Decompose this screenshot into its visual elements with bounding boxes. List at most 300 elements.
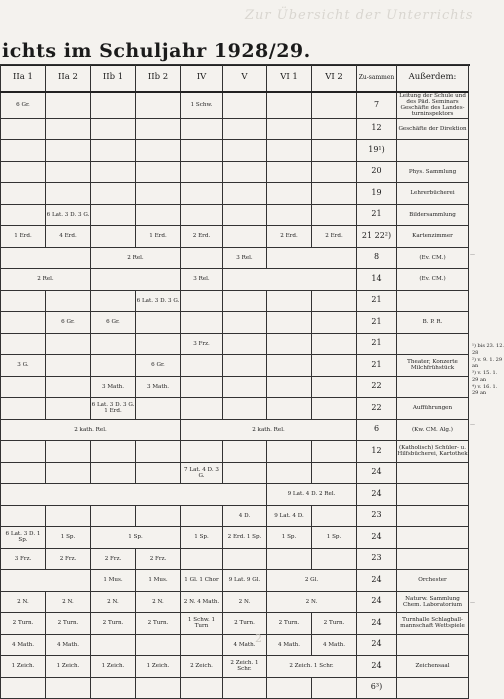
table-cell: 9 Lat. 9 Gl. xyxy=(223,570,267,592)
total-cell: 19¹) xyxy=(357,140,397,162)
table-body xyxy=(1,92,469,699)
table-cell xyxy=(312,548,357,570)
total-cell: 21 xyxy=(357,355,397,377)
table-cell: 2 Turn. xyxy=(223,613,267,635)
remark-cell: Turnhalle Schlagball-mannschaft Wettspiele xyxy=(397,613,469,635)
table-cell: 2 Turn. xyxy=(91,613,136,635)
table-cell xyxy=(136,204,181,226)
col-header-v: V xyxy=(223,65,267,93)
table-row xyxy=(1,462,469,484)
table-cell xyxy=(46,333,91,355)
table-row xyxy=(1,527,469,549)
table-cell: 2 Turn. xyxy=(136,613,181,635)
table-cell: 2 Rel. xyxy=(91,247,181,269)
table-cell: 3 Frz. xyxy=(1,548,46,570)
remark-cell: (Ev. CM.) xyxy=(397,269,469,291)
table-cell xyxy=(136,333,181,355)
table-cell xyxy=(181,312,223,334)
table-cell: 1 Mus. xyxy=(91,570,136,592)
table-cell xyxy=(181,204,223,226)
table-cell xyxy=(136,505,181,527)
table-cell xyxy=(136,161,181,183)
remark-cell xyxy=(397,462,469,484)
total-cell: 24 xyxy=(357,634,397,656)
total-cell: 20 xyxy=(357,161,397,183)
table-row xyxy=(1,204,469,226)
margin-tick: — xyxy=(470,252,475,258)
table-cell xyxy=(181,441,223,463)
remark-cell xyxy=(397,333,469,355)
table-cell: 2 Turn. xyxy=(312,613,357,635)
table-cell xyxy=(223,118,267,140)
table-cell: 4 D. xyxy=(223,505,267,527)
table-cell: 4 Math. xyxy=(46,634,91,656)
table-cell: 3 G. xyxy=(1,355,46,377)
col-header-vi2: VI 2 xyxy=(312,65,357,93)
table-cell: 1 Erd. xyxy=(1,226,46,248)
margin-tick: — xyxy=(470,600,475,606)
table-cell: 4 Math. xyxy=(312,634,357,656)
timetable xyxy=(0,64,469,699)
table-cell: 9 Lat. 4 D. xyxy=(267,505,312,527)
table-cell: 2 Rel. xyxy=(1,269,91,291)
table-cell: 2 N. xyxy=(91,591,136,613)
table-cell xyxy=(181,548,223,570)
table-cell xyxy=(223,290,267,312)
col-header-iib1: IIb 1 xyxy=(91,65,136,93)
remark-cell: (Kw. CM. Alg.) xyxy=(397,419,469,441)
table-cell: 2 N. xyxy=(136,591,181,613)
table-row xyxy=(1,441,469,463)
table-row xyxy=(1,161,469,183)
table-cell xyxy=(267,398,312,420)
total-cell: 24 xyxy=(357,570,397,592)
table-cell xyxy=(91,634,136,656)
table-cell xyxy=(312,290,357,312)
table-cell xyxy=(267,204,312,226)
table-cell: 9 Lat. 4 D. 2 Rel. xyxy=(267,484,357,506)
total-cell: 19 xyxy=(357,183,397,205)
table-cell: 1 Erd. xyxy=(136,226,181,248)
table-cell xyxy=(1,398,46,420)
table-cell xyxy=(223,92,267,118)
table-cell: 1 Sp. xyxy=(46,527,91,549)
table-cell: 2 Turn. xyxy=(267,613,312,635)
table-cell xyxy=(91,140,136,162)
table-cell xyxy=(91,505,136,527)
remark-cell xyxy=(397,376,469,398)
table-cell: 6 Lat. 3 D. 3 G. xyxy=(46,204,91,226)
table-cell: 2 Erd. xyxy=(181,226,223,248)
table-cell xyxy=(1,462,46,484)
table-cell xyxy=(46,161,91,183)
table-cell xyxy=(91,118,136,140)
table-cell: 1 Zeich. xyxy=(136,656,181,678)
table-cell: 2 Frz. xyxy=(136,548,181,570)
table-cell xyxy=(1,290,46,312)
table-cell xyxy=(181,355,223,377)
table-cell xyxy=(267,376,312,398)
total-cell: 7 xyxy=(357,92,397,118)
table-row xyxy=(1,140,469,162)
table-cell xyxy=(312,333,357,355)
table-cell xyxy=(46,118,91,140)
table-cell: 7 Lat. 4 D. 3 G. xyxy=(181,462,223,484)
remark-cell: Geschäfte der Direktion xyxy=(397,118,469,140)
table-cell xyxy=(267,247,357,269)
table-cell xyxy=(267,462,312,484)
table-cell xyxy=(267,548,312,570)
table-cell xyxy=(46,462,91,484)
table-row xyxy=(1,548,469,570)
table-cell xyxy=(91,677,136,699)
table-cell xyxy=(181,118,223,140)
table-cell xyxy=(223,462,267,484)
table-cell: 2 N. xyxy=(223,591,267,613)
table-row xyxy=(1,505,469,527)
table-cell xyxy=(267,333,312,355)
total-cell: 24 xyxy=(357,656,397,678)
remark-cell: Phys. Sammlung xyxy=(397,161,469,183)
table-cell xyxy=(312,183,357,205)
remark-cell: (Ev. CM.) xyxy=(397,247,469,269)
table-row xyxy=(1,92,469,118)
table-cell xyxy=(181,677,223,699)
table-cell: 2 kath. Rel. xyxy=(1,419,181,441)
table-cell xyxy=(136,92,181,118)
table-cell xyxy=(136,140,181,162)
table-cell xyxy=(223,677,267,699)
total-cell: 24 xyxy=(357,591,397,613)
remark-cell: (Katholisch) Schüler- u. Hilfsbücherei, Kartothek xyxy=(397,441,469,463)
table-cell xyxy=(223,226,267,248)
col-header-iv: IV xyxy=(181,65,223,93)
table-cell xyxy=(181,376,223,398)
table-row xyxy=(1,333,469,355)
table-cell: 3 Frz. xyxy=(181,333,223,355)
table-cell xyxy=(1,441,46,463)
table-cell xyxy=(181,634,223,656)
remark-cell xyxy=(397,290,469,312)
remark-cell: Bildersammlung xyxy=(397,204,469,226)
table-cell: 3 Math. xyxy=(136,376,181,398)
table-cell xyxy=(1,140,46,162)
table-cell xyxy=(267,161,312,183)
table-cell xyxy=(181,398,223,420)
table-cell xyxy=(223,441,267,463)
total-cell: 21 xyxy=(357,312,397,334)
table-cell: 3 Rel. xyxy=(223,247,267,269)
table-cell xyxy=(223,140,267,162)
table-cell xyxy=(136,118,181,140)
remark-cell xyxy=(397,677,469,699)
table-cell: 2 Turn. xyxy=(1,613,46,635)
table-cell: 6 Lat. 3 D. 3 G. xyxy=(136,290,181,312)
table-cell: 2 Gl. xyxy=(267,570,357,592)
table-cell xyxy=(312,312,357,334)
page-title: ichts im Schuljahr 1928/29. xyxy=(2,40,311,62)
col-header-iia2: IIa 2 xyxy=(46,65,91,93)
remark-cell xyxy=(397,548,469,570)
table-cell xyxy=(1,204,46,226)
table-cell xyxy=(136,677,181,699)
table-cell xyxy=(267,677,312,699)
table-cell: 2 Zeich. xyxy=(181,656,223,678)
table-row xyxy=(1,183,469,205)
table-cell: 2 Frz. xyxy=(46,548,91,570)
table-cell xyxy=(312,505,357,527)
table-cell: 1 Sp. xyxy=(267,527,312,549)
footnote: ²) v. 9. 1. 29 an xyxy=(472,356,503,370)
remark-cell: B. P. R. xyxy=(397,312,469,334)
table-cell xyxy=(181,140,223,162)
total-cell: 23 xyxy=(357,505,397,527)
table-cell xyxy=(267,441,312,463)
table-row xyxy=(1,290,469,312)
table-cell: 4 Math. xyxy=(223,634,267,656)
table-cell xyxy=(91,269,181,291)
table-cell xyxy=(223,376,267,398)
total-cell: 14 xyxy=(357,269,397,291)
table-cell xyxy=(91,92,136,118)
table-cell xyxy=(91,204,136,226)
table-row xyxy=(1,247,469,269)
table-cell: 1 Gl. 1 Chor xyxy=(181,570,223,592)
remark-cell xyxy=(397,634,469,656)
table-cell xyxy=(91,226,136,248)
faint-page-number: 2 xyxy=(255,632,262,645)
col-header-iia1: IIa 1 xyxy=(1,65,46,93)
table-cell: 2 Erd. 1 Sp. xyxy=(223,527,267,549)
table-cell: 2 Zeich. 1 Schr. xyxy=(223,656,267,678)
remark-cell: Zeichensaal xyxy=(397,656,469,678)
table-cell: 1 Sp. xyxy=(91,527,181,549)
table-cell xyxy=(1,183,46,205)
total-cell: 22 xyxy=(357,376,397,398)
table-cell: 3 Math. xyxy=(91,376,136,398)
table-cell: 2 N. 4 Math. xyxy=(181,591,223,613)
remark-cell: Aufführungen xyxy=(397,398,469,420)
table-row xyxy=(1,656,469,678)
table-cell xyxy=(1,333,46,355)
table-cell xyxy=(46,355,91,377)
table-cell xyxy=(312,92,357,118)
table-cell: 6 Lat. 3 D. 1 Sp. xyxy=(1,527,46,549)
table-row xyxy=(1,226,469,248)
table-cell xyxy=(91,161,136,183)
col-header-remarks: Außerdem: xyxy=(397,65,469,93)
table-cell: 2 N. xyxy=(1,591,46,613)
table-cell xyxy=(312,204,357,226)
table-cell: 1 Schw. xyxy=(181,92,223,118)
table-cell: 2 Erd. xyxy=(267,226,312,248)
table-cell: 1 Schw. 1 Turn xyxy=(181,613,223,635)
table-cell xyxy=(181,247,223,269)
footnote: ¹) bis 23. 12. 28 xyxy=(472,343,504,356)
margin-tick: — xyxy=(470,422,475,428)
table-cell xyxy=(267,312,312,334)
table-cell xyxy=(91,333,136,355)
table-cell: 2 Turn. xyxy=(46,613,91,635)
table-cell xyxy=(223,398,267,420)
table-cell xyxy=(223,269,357,291)
table-cell xyxy=(1,312,46,334)
table-row xyxy=(1,398,469,420)
table-row xyxy=(1,355,469,377)
table-cell xyxy=(46,441,91,463)
remark-cell xyxy=(397,484,469,506)
table-cell xyxy=(46,140,91,162)
table-cell xyxy=(46,92,91,118)
table-cell: 2 Erd. xyxy=(312,226,357,248)
table-cell xyxy=(312,355,357,377)
table-cell xyxy=(223,312,267,334)
table-cell: 4 Math. xyxy=(1,634,46,656)
col-header-iib2: IIb 2 xyxy=(136,65,181,93)
total-cell: 21 xyxy=(357,204,397,226)
remark-cell: Naturw. Sammlung Chem. Laboratorium xyxy=(397,591,469,613)
remark-cell xyxy=(397,527,469,549)
table-cell xyxy=(312,140,357,162)
table-row xyxy=(1,484,469,506)
remark-cell xyxy=(397,505,469,527)
total-cell: 21 xyxy=(357,290,397,312)
table-cell xyxy=(136,462,181,484)
remark-cell: Theater, Konzerte Milchfrühstück xyxy=(397,355,469,377)
table-cell xyxy=(312,441,357,463)
total-cell: 21 22²) xyxy=(357,226,397,248)
table-cell: 4 Erd. xyxy=(46,226,91,248)
table-cell xyxy=(1,677,46,699)
table-row xyxy=(1,634,469,656)
table-cell: 1 Sp. xyxy=(181,527,223,549)
col-header-vi1: VI 1 xyxy=(267,65,312,93)
table-cell xyxy=(91,290,136,312)
table-cell xyxy=(91,441,136,463)
table-row xyxy=(1,269,469,291)
total-cell: 24 xyxy=(357,613,397,635)
table-cell xyxy=(1,570,91,592)
total-cell: 21 xyxy=(357,333,397,355)
table-cell xyxy=(223,355,267,377)
remark-cell: Kartenzimmer xyxy=(397,226,469,248)
table-cell: 6 Gr. xyxy=(91,312,136,334)
table-cell xyxy=(136,634,181,656)
footnote: ⁴) v. 16. 1. 29 an xyxy=(472,383,498,397)
table-row xyxy=(1,419,469,441)
table-cell: 1 Zeich. xyxy=(91,656,136,678)
table-cell xyxy=(1,247,91,269)
total-cell: 24 xyxy=(357,484,397,506)
total-cell: 23 xyxy=(357,548,397,570)
table-cell: 2 Frz. xyxy=(91,548,136,570)
table-cell: 1 Zeich. xyxy=(1,656,46,678)
table-cell xyxy=(46,505,91,527)
total-cell: 24 xyxy=(357,462,397,484)
table-cell: 2 kath. Rel. xyxy=(181,419,357,441)
table-cell: 6 Gr. xyxy=(136,355,181,377)
table-cell xyxy=(136,312,181,334)
table-cell: 6 Gr. xyxy=(46,312,91,334)
table-cell xyxy=(223,161,267,183)
table-cell xyxy=(312,398,357,420)
table-cell xyxy=(267,92,312,118)
table-cell xyxy=(1,484,267,506)
remark-cell: Lehrerbücherei xyxy=(397,183,469,205)
remark-cell: Leitung der Schule und des Päd. Seminars Geschäfte des Landes-turninspektors xyxy=(397,92,469,118)
table-cell xyxy=(136,398,181,420)
table-cell xyxy=(46,677,91,699)
table-cell: 1 Sp. xyxy=(312,527,357,549)
table-cell xyxy=(267,118,312,140)
table-cell xyxy=(1,118,46,140)
table-cell xyxy=(91,355,136,377)
table-cell xyxy=(46,183,91,205)
table-cell: 6 Gr. xyxy=(1,92,46,118)
total-cell: 22 xyxy=(357,398,397,420)
table-row xyxy=(1,677,469,699)
table-cell xyxy=(91,183,136,205)
table-cell xyxy=(223,183,267,205)
table-cell xyxy=(312,161,357,183)
total-cell: 6³) xyxy=(357,677,397,699)
remark-cell: Orchester xyxy=(397,570,469,592)
table-cell xyxy=(1,376,46,398)
table-cell xyxy=(267,290,312,312)
table-row xyxy=(1,118,469,140)
table-cell xyxy=(312,376,357,398)
table-cell xyxy=(1,161,46,183)
table-row xyxy=(1,613,469,635)
table-cell: 2 N. xyxy=(46,591,91,613)
total-cell: 8 xyxy=(357,247,397,269)
footnote: ³) v. 15. 1. 29 an xyxy=(472,370,498,383)
table-cell: 3 Rel. xyxy=(181,269,223,291)
table-cell xyxy=(136,441,181,463)
table-row xyxy=(1,312,469,334)
table-cell xyxy=(312,677,357,699)
total-cell: 6 xyxy=(357,419,397,441)
remark-cell xyxy=(397,140,469,162)
table-cell xyxy=(223,548,267,570)
total-cell: 12 xyxy=(357,441,397,463)
table-cell xyxy=(46,398,91,420)
table-cell: 6 Lat. 3 D. 3 G. 1 Erd. xyxy=(91,398,136,420)
total-cell: 24 xyxy=(357,527,397,549)
table-cell xyxy=(181,161,223,183)
table-cell: 2 Zeich. 1 Schr. xyxy=(267,656,357,678)
table-cell xyxy=(312,118,357,140)
faint-background-heading: Zur Übersicht der Unterrichts xyxy=(245,8,474,23)
table-cell xyxy=(136,183,181,205)
table-cell xyxy=(46,376,91,398)
table-cell xyxy=(267,140,312,162)
col-header-total: Zu-sammen xyxy=(357,65,397,93)
table-cell xyxy=(181,290,223,312)
table-row xyxy=(1,591,469,613)
table-row xyxy=(1,376,469,398)
table-cell xyxy=(91,462,136,484)
table-cell: 4 Math. xyxy=(267,634,312,656)
table-cell xyxy=(181,505,223,527)
table-cell xyxy=(312,462,357,484)
table-cell: 1 Zeich. xyxy=(46,656,91,678)
table-cell xyxy=(181,183,223,205)
footnotes xyxy=(472,343,504,397)
total-cell: 12 xyxy=(357,118,397,140)
table-cell xyxy=(223,204,267,226)
table-cell: 1 Mus. xyxy=(136,570,181,592)
